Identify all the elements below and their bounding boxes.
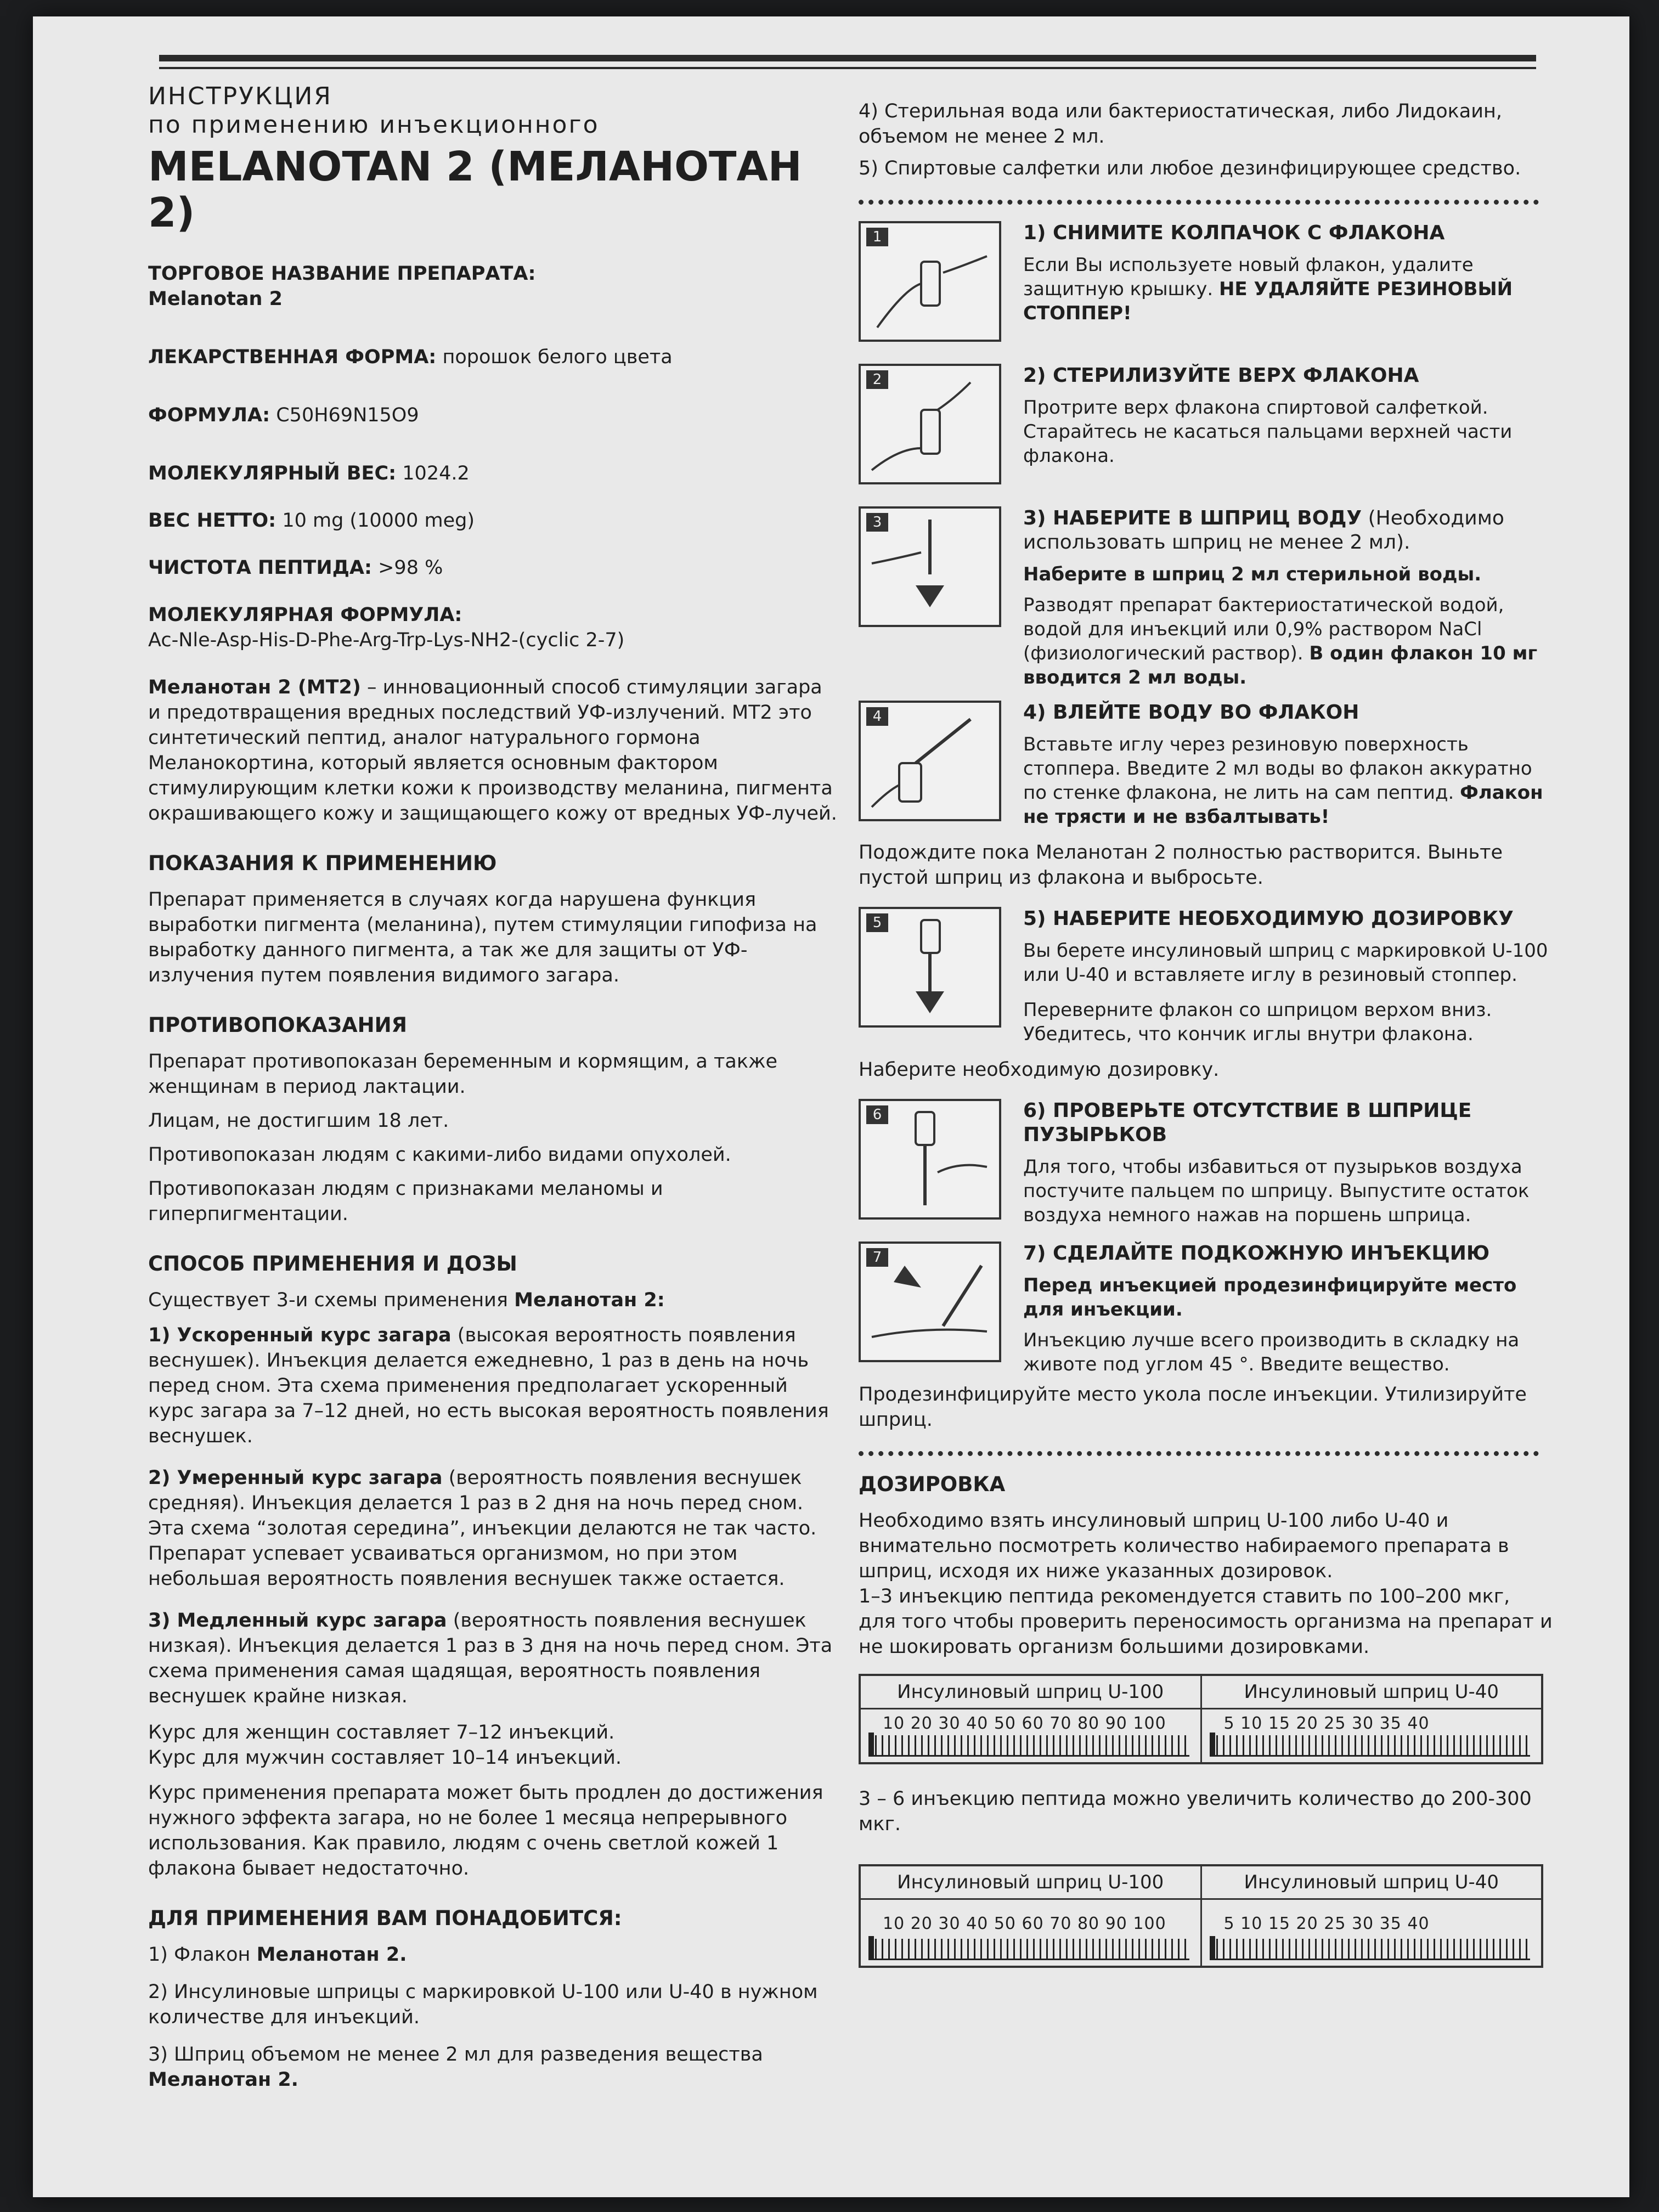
step-title: 6) ПРОВЕРЬТЕ ОТСУТСТВИЕ В ШПРИЦЕ ПУЗЫРЬКОВ	[1023, 1099, 1472, 1146]
step-title: 5) НАБЕРИТЕ НЕОБХОДИМУЮ ДОЗИРОВКУ	[1023, 907, 1514, 930]
step-warning: НЕ УДАЛЯЙТЕ РЕЗИНОВЫЙ СТОППЕР!	[1023, 278, 1513, 324]
step-text: Инъекцию лучше всего производить в складку на животе под углом 45 °. Введите вещество.	[1023, 1329, 1520, 1375]
step-1	[859, 221, 1553, 353]
mw-value: 1024.2	[402, 462, 470, 484]
u40-scale: 5 10 15 20 25 30 35 40	[1202, 1709, 1542, 1762]
step-number: 4	[866, 707, 888, 726]
need-item2: 2) Инсулиновые шприцы с маркировкой U-100 или U-40 в нужном количестве для инъекций.	[148, 1981, 818, 2028]
trade-name: Melanotan 2	[148, 288, 283, 310]
inject-water-illustration	[859, 701, 1001, 821]
step-text: Для того, чтобы избавиться от пузырьков воздуха постучите пальцем по шприцу. Выпустите остаток воздуха немного нажав на поршень шприца.	[1023, 1156, 1530, 1226]
step-number: 6	[866, 1105, 888, 1124]
header-line2: по применению инъекционного	[148, 111, 600, 139]
need-item1: 1) Флакон	[148, 1944, 257, 1966]
draw-dose-illustration	[859, 907, 1001, 1028]
dotted-divider	[859, 1451, 1539, 1456]
page-title: MELANOTAN 2 (МЕЛАНОТАН 2)	[148, 143, 802, 236]
need-item5: 5) Спиртовые салфетки или любое дезинфицирующее средство.	[859, 157, 1521, 179]
bubbles-illustration	[859, 1099, 1001, 1220]
step-text: Если Вы используете новый флакон, удалите защитную крышку.	[1023, 254, 1474, 300]
u100-scale: 10 20 30 40 50 60 70 80 90 100	[861, 1900, 1202, 1966]
step-text: Вы берете инсулиновый шприц с маркировкой U-100 или U-40 и вставляете иглу в резиновый стоппер.	[1023, 940, 1548, 986]
step-sub: Перед инъекцией продезинфицируйте место для инъекции.	[1023, 1274, 1517, 1321]
sterilize-illustration	[859, 364, 1001, 484]
u100-header: Инсулиновый шприц U-100	[861, 1866, 1202, 1900]
need-item3-bold: Меланотан 2.	[148, 2069, 298, 2091]
form-value: порошок белого цвета	[442, 346, 673, 368]
course-men: Курс для мужчин составляет 10–14 инъекций.	[148, 1747, 622, 1769]
contra-title: ПРОТИВОПОКАЗАНИЯ	[148, 1013, 408, 1037]
step-number: 5	[866, 913, 888, 932]
step-number: 7	[866, 1248, 888, 1267]
step-title: 4) ВЛЕЙТЕ ВОДУ ВО ФЛАКОН	[1023, 701, 1359, 724]
right-column	[859, 99, 1553, 1968]
usage-title: СПОСОБ ПРИМЕНЕНИЯ И ДОЗЫ	[148, 1252, 517, 1276]
need-item4: 4) Стерильная вода или бактериостатическая, либо Лидокаин, объемом не менее 2 мл.	[859, 100, 1502, 148]
mw-label: МОЛЕКУЛЯРНЫЙ ВЕС:	[148, 462, 397, 484]
left-column	[148, 82, 839, 2092]
step-7	[859, 1242, 1553, 1376]
step7-after: Продезинфицируйте место укола после инъекции. Утилизируйте шприц.	[859, 1384, 1527, 1431]
contra-p1: Препарат противопоказан беременным и кормящим, а также женщинам в период лактации.	[148, 1051, 778, 1098]
need-item3: 3) Шприц объемом не менее 2 мл для разведения вещества	[148, 2044, 763, 2066]
purity-label: ЧИСТОТА ПЕПТИДА:	[148, 557, 372, 579]
contra-p3: Противопоказан людям с какими-либо видами опухолей.	[148, 1144, 731, 1166]
usage-intro-bold: Меланотан 2:	[514, 1289, 665, 1311]
dotted-divider	[859, 200, 1539, 205]
intro-bold: Меланотан 2 (МТ2)	[148, 676, 361, 698]
step-sub: Наберите в шприц 2 мл стерильной воды.	[1023, 563, 1482, 585]
contra-p4: Противопоказан людям с признаками меланомы и гиперпигментации.	[148, 1178, 663, 1225]
vial-cap-illustration	[859, 221, 1001, 342]
step-title-note: (Необходимо использовать шприц не менее 2 мл).	[1023, 507, 1504, 554]
step-warning: Флакон не трясти и не взбалтывать!	[1023, 782, 1543, 828]
scheme3-text: (вероятность появления веснушек низкая). Инъекция делается 1 раз в 3 дня на ночь перед сном. Эта схема применения самая щадящая, вероятность появления веснушек крайне низкая.	[148, 1610, 833, 1707]
dosage-p1: Необходимо взять инсулиновый шприц U-100 либо U-40 и внимательно посмотреть количество набираемого препарата в шприц, исходя их ниже указанных дозировок.	[859, 1510, 1509, 1582]
step-text: Протрите верх флакона спиртовой салфеткой. Старайтесь не касаться пальцами верхней части флакона.	[1023, 397, 1513, 467]
instruction-sheet	[33, 16, 1629, 2197]
intro-text: – инновационный способ стимуляции загара и предотвращения вредных последствий УФ-излучений. МТ2 это синтетический пептид, аналог натурального гормона Меланокортина, который является основным фактором стимулирующим клетки кожи к производству меланина, пигмента окрашивающего кожу и защищающего кожу от вредных УФ-лучей.	[148, 676, 837, 825]
step-2	[859, 364, 1553, 495]
step-text: Вставьте иглу через резиновую поверхность стоппера. Введите 2 мл воды во флакон аккуратно по стенке флакона, не лить на сам пептид.	[1023, 733, 1532, 804]
top-rule	[159, 55, 1536, 61]
step-title: 7) СДЕЛАЙТЕ ПОДКОЖНУЮ ИНЪЕКЦИЮ	[1023, 1242, 1490, 1265]
step-title: 2) СТЕРИЛИЗУЙТЕ ВЕРХ ФЛАКОНА	[1023, 364, 1419, 387]
usage-intro: Существует 3-и схемы применения	[148, 1289, 515, 1311]
form-label: ЛЕКАРСТВЕННАЯ ФОРМА:	[148, 346, 437, 368]
need-item1-bold: Меланотан 2.	[256, 1944, 407, 1966]
injection-illustration	[859, 1242, 1001, 1362]
dosage-p2: 1–3 инъекцию пептида рекомендуется ставить по 100–200 мкг, для того чтобы проверить переносимость организма на препарат и не шокировать организм большими дозировками.	[859, 1585, 1553, 1658]
scheme1-title: 1) Ускоренный курс загара	[148, 1324, 452, 1346]
step-emphasis: В один флакон 10 мг вводится 2 мл воды.	[1023, 642, 1538, 689]
header-line1: ИНСТРУКЦИЯ	[148, 82, 332, 110]
scheme2-text: (вероятность появления веснушек средняя). Инъекция делается 1 раз в 2 дня на ночь перед сном. Эта схема “золотая середина”, инъекции делаются не так часто. Препарат успевает усваиваться организмом, но при этом небольшая вероятность появления веснушек также остается.	[148, 1467, 817, 1590]
step-after: Переверните флакон со шприцом верхом вниз. Убедитесь, что кончик иглы внутри флакона.	[1023, 999, 1492, 1045]
contra-p2: Лицам, не достигшим 18 лет.	[148, 1110, 449, 1132]
step-title: 3) НАБЕРИТЕ В ШПРИЦ ВОДУ	[1023, 507, 1362, 529]
step-5	[859, 907, 1553, 1046]
step-title: 1) СНИМИТЕ КОЛПАЧОК С ФЛАКОНА	[1023, 222, 1445, 244]
purity-value: >98 %	[378, 557, 443, 579]
mol-formula-value: Ac-Nle-Asp-His-D-Phe-Arg-Trp-Lys-NH2-(cyclic 2-7)	[148, 629, 625, 651]
syringe-water-illustration	[859, 506, 1001, 627]
step-text: Разводят препарат бактериостатической водой, водой для инъекций или 0,9% раствором NaCl (физиологический раствор).	[1023, 594, 1504, 664]
syringe-table-2	[859, 1864, 1543, 1968]
scheme2-title: 2) Умеренный курс загара	[148, 1467, 443, 1489]
needs-title: ДЛЯ ПРИМЕНЕНИЯ ВАМ ПОНАДОБИТСЯ:	[148, 1906, 622, 1930]
u40-scale: 5 10 15 20 25 30 35 40	[1202, 1900, 1542, 1966]
step-number: 1	[866, 228, 888, 246]
step-4	[859, 701, 1553, 832]
step5-after2: Наберите необходимую дозировку.	[859, 1059, 1220, 1081]
scheme1-text: (высокая вероятность появления веснушек). Инъекция делается ежедневно, 1 раз в день на ночь перед сном. Эта схема применения предполагает ускоренный курс загара за 7–12 дней, но есть высокая вероятность появления веснушек.	[148, 1324, 829, 1447]
dosage-title: ДОЗИРОВКА	[859, 1472, 1006, 1496]
mol-formula-label: МОЛЕКУЛЯРНАЯ ФОРМУЛА:	[148, 604, 462, 626]
formula-label: ФОРМУЛА:	[148, 404, 270, 426]
formula-value: C50H69N15O9	[276, 404, 419, 426]
course-extend: Курс применения препарата может быть продлен до достижения нужного эффекта загара, но не более 1 месяца непрерывного использования. Как правило, людям с очень светлой кожей 1 флакона бывает недостаточно.	[148, 1782, 823, 1880]
course-women: Курс для женщин составляет 7–12 инъекций.	[148, 1722, 615, 1743]
u40-header: Инсулиновый шприц U-40	[1202, 1866, 1542, 1900]
step4-after: Подождите пока Меланотан 2 полностью растворится. Выньте пустой шприц из флакона и выбросьте.	[859, 842, 1503, 889]
step-number: 3	[866, 513, 888, 532]
indications-text: Препарат применяется в случаях когда нарушена функция выработки пигмента (меланина), путем стимуляции гипофиза на выработку данного пигмента, а так же для защиты от УФ-излучения путем появления видимого загара.	[148, 889, 817, 986]
trade-name-label: ТОРГОВОЕ НАЗВАНИЕ ПРЕПАРАТА:	[148, 263, 536, 285]
step-number: 2	[866, 370, 888, 389]
scheme3-title: 3) Медленный курс загара	[148, 1610, 447, 1632]
top-rule-thin	[159, 67, 1536, 69]
syringe-table-1	[859, 1674, 1543, 1764]
indications-title: ПОКАЗАНИЯ К ПРИМЕНЕНИЮ	[148, 851, 497, 875]
u100-header: Инсулиновый шприц U-100	[861, 1676, 1202, 1709]
u40-header: Инсулиновый шприц U-40	[1202, 1676, 1542, 1709]
step-3	[859, 506, 1553, 690]
net-value: 10 mg (10000 meg)	[282, 510, 475, 532]
step-6	[859, 1099, 1553, 1231]
dosage-p3: 3 – 6 инъекцию пептида можно увеличить количество до 200-300 мкг.	[859, 1788, 1532, 1835]
u100-scale: 10 20 30 40 50 60 70 80 90 100	[861, 1709, 1202, 1762]
net-label: ВЕС НЕТТО:	[148, 510, 276, 532]
